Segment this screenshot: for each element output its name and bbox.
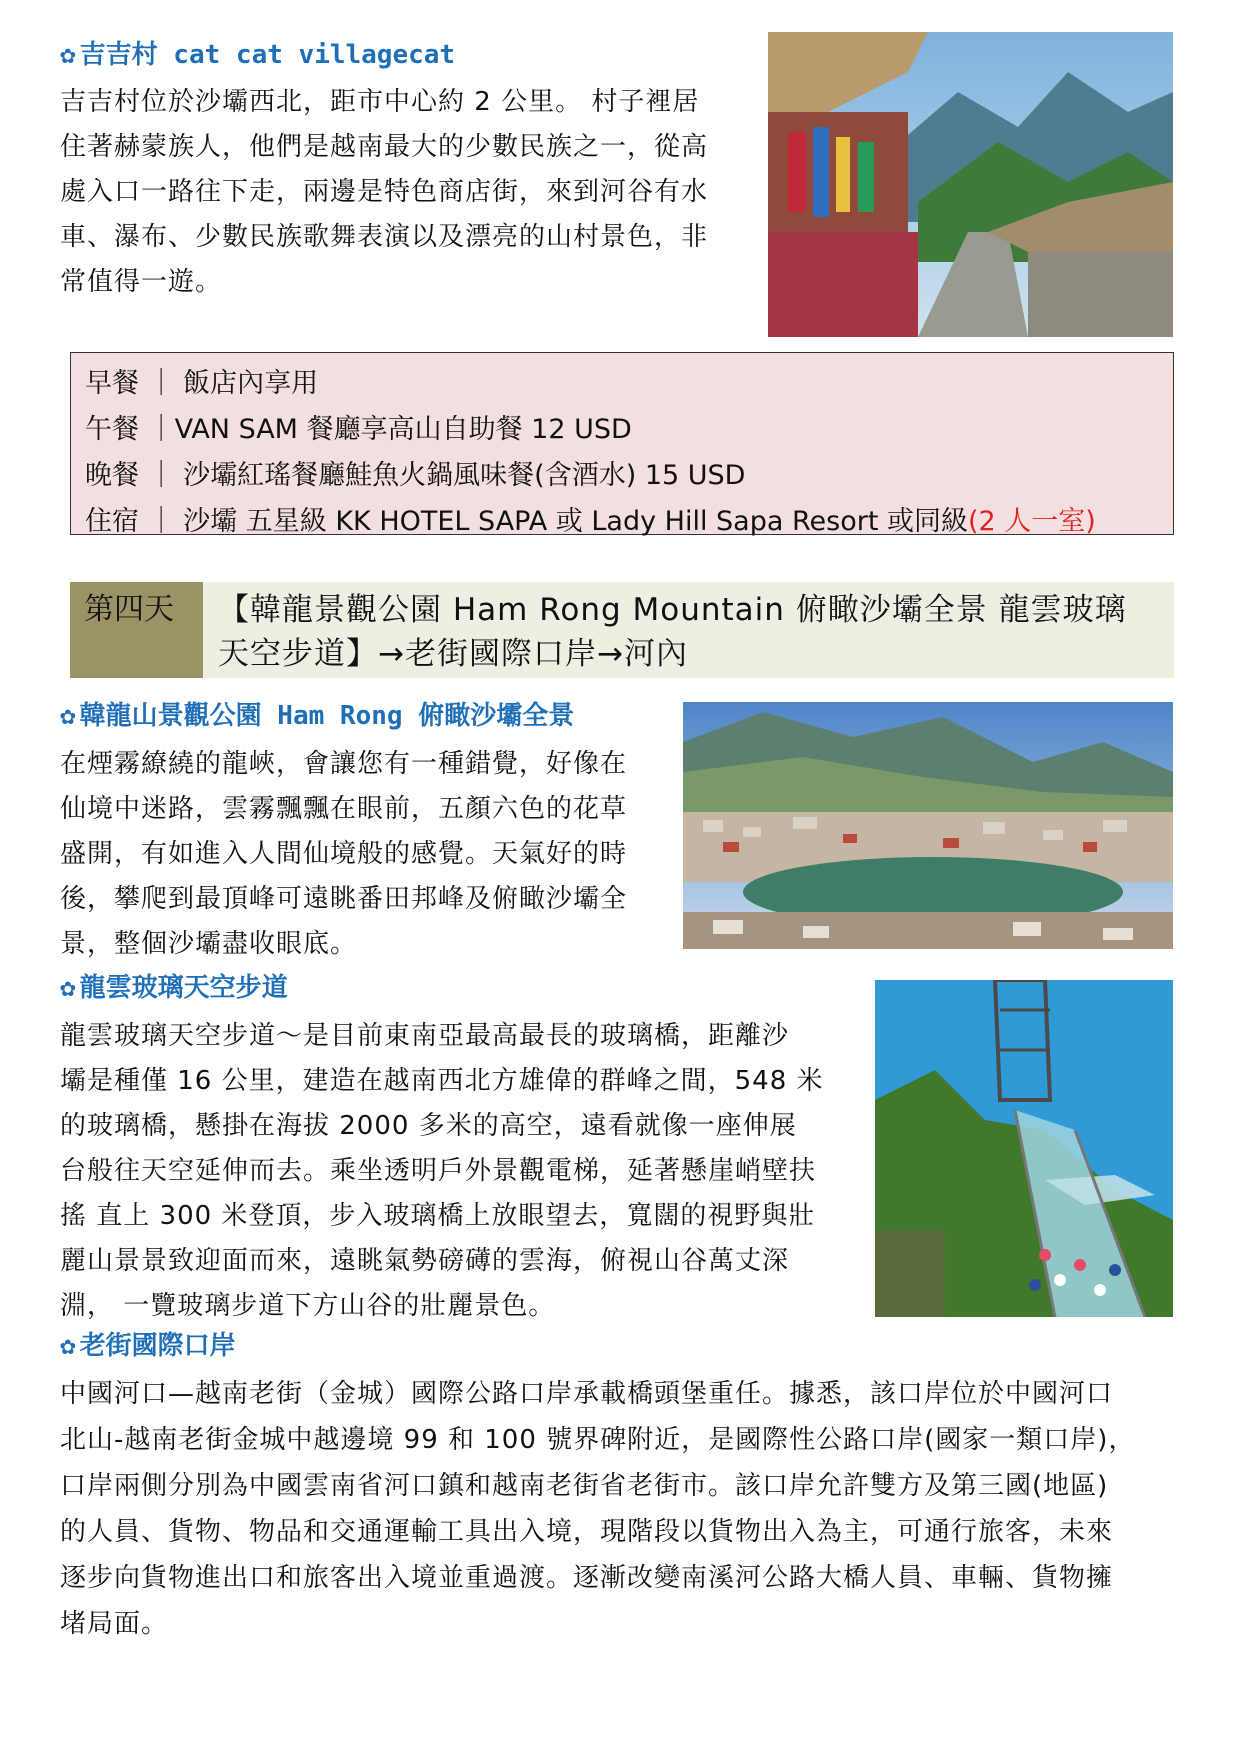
meal-info-box bbox=[70, 352, 1174, 535]
meal-breakfast: 早餐 ｜ 飯店內享用 bbox=[85, 368, 319, 399]
heading-text: 老街國際口岸 bbox=[79, 1331, 236, 1361]
heading-text: 吉吉村 cat cat villagecat bbox=[79, 40, 456, 70]
paragraph-skywalk bbox=[60, 1014, 855, 1329]
section-heading-hamrong bbox=[60, 699, 574, 733]
room-note: (2 人一室) bbox=[968, 506, 1096, 537]
text-line: 盛開，有如進入人間仙境般的感覺。天氣好的時 bbox=[60, 839, 628, 869]
text-line: 口岸兩側分別為中國雲南省河口鎮和越南老街省老街市。該口岸允許雙方及第三國(地區) bbox=[60, 1471, 1109, 1501]
paragraph-catcat bbox=[60, 80, 740, 305]
day-title-line: 【韓龍景觀公園 Ham Rong Mountain 俯瞰沙壩全景 龍雲玻璃 bbox=[218, 592, 1127, 628]
glass-skywalk-photo bbox=[875, 980, 1173, 1317]
text-line: 壩是種僅 16 公里，建造在越南西北方雄偉的群峰之間，548 米 bbox=[60, 1066, 824, 1096]
text-line: 後，攀爬到最頂峰可遠眺番田邦峰及俯瞰沙壩全 bbox=[60, 884, 628, 914]
text-line: 北山-越南老街金城中越邊境 99 和 100 號界碑附近，是國際性公路口岸(國家一類口岸)， bbox=[60, 1425, 1136, 1455]
text-line: 的人員、貨物、物品和交通運輸工具出入境，現階段以貨物出入為主，可通行旅客，未來 bbox=[60, 1517, 1114, 1547]
text-line: 仙境中迷路，雲霧飄飄在眼前，五顏六色的花草 bbox=[60, 794, 628, 824]
flower-icon: ✿ bbox=[60, 1331, 76, 1361]
text-line: 龍雲玻璃天空步道～是目前東南亞最高最長的玻璃橋，距離沙 bbox=[60, 1021, 790, 1051]
text-line: 常值得一遊。 bbox=[60, 267, 223, 297]
flower-icon: ✿ bbox=[60, 701, 76, 731]
text-line: 處入口一路往下走，兩邊是特色商店街，來到河谷有水 bbox=[60, 177, 709, 207]
text-line: 堵局面。 bbox=[60, 1609, 169, 1639]
meal-hotel bbox=[85, 499, 1173, 545]
day-tag: 第四天 bbox=[70, 582, 203, 678]
text-line: 的玻璃橋，懸掛在海拔 2000 多米的高空，遠看就像一座伸展 bbox=[60, 1111, 797, 1141]
flower-icon: ✿ bbox=[60, 973, 76, 1003]
text-line: 吉吉村位於沙壩西北，距市中心約 2 公里。 村子裡居 bbox=[60, 87, 700, 117]
text-line: 逐步向貨物進出口和旅客出入境並重過渡。逐漸改變南溪河公路大橋人員、車輛、貨物擁 bbox=[60, 1563, 1114, 1593]
meal-dinner: 晚餐 ｜ 沙壩紅瑤餐廳鮭魚火鍋風味餐(含酒水) 15 USD bbox=[85, 460, 746, 491]
section-heading-catcat bbox=[60, 38, 455, 72]
heading-text: 龍雲玻璃天空步道 bbox=[79, 973, 288, 1003]
day-header-bar bbox=[70, 582, 1174, 678]
catcat-village-photo bbox=[768, 32, 1173, 337]
text-line: 景，整個沙壩盡收眼底。 bbox=[60, 929, 358, 959]
heading-text: 韓龍山景觀公園 Ham Rong 俯瞰沙壩全景 bbox=[79, 701, 575, 731]
text-line: 中國河口—越南老街（金城）國際公路口岸承載橋頭堡重任。據悉，該口岸位於中國河口 bbox=[60, 1379, 1114, 1409]
text-line: 台般往天空延伸而去。乘坐透明戶外景觀電梯，延著懸崖峭壁扶 bbox=[60, 1156, 817, 1186]
paragraph-hamrong bbox=[60, 742, 670, 967]
section-heading-border bbox=[60, 1329, 236, 1363]
day-title-line: 天空步道】→老街國際口岸→河內 bbox=[218, 636, 688, 672]
flower-icon: ✿ bbox=[60, 40, 76, 70]
text-line: 在煙霧繚繞的龍峽，會讓您有一種錯覺，好像在 bbox=[60, 749, 628, 779]
meal-lunch: 午餐 ｜VAN SAM 餐廳享高山自助餐 12 USD bbox=[85, 414, 632, 445]
text-line: 車、瀑布、少數民族歌舞表演以及漂亮的山村景色，非 bbox=[60, 222, 709, 252]
text-line: 住著赫蒙族人，他們是越南最大的少數民族之一，從高 bbox=[60, 132, 709, 162]
text-line: 麗山景景致迎面而來，遠眺氣勢磅礡的雲海，俯視山谷萬丈深 bbox=[60, 1246, 790, 1276]
text-line: 淵， 一覽玻璃步道下方山谷的壯麗景色。 bbox=[60, 1291, 556, 1321]
hamrong-panorama-photo bbox=[683, 702, 1173, 949]
day-title bbox=[218, 588, 1164, 676]
hotel-text: 住宿 ｜ 沙壩 五星級 KK HOTEL SAPA 或 Lady Hill Sapa Resort 或同級 bbox=[85, 506, 968, 537]
section-heading-skywalk bbox=[60, 971, 288, 1005]
text-line: 搖 直上 300 米登頂，步入玻璃橋上放眼望去，寬闊的視野與壯 bbox=[60, 1201, 816, 1231]
paragraph-border bbox=[60, 1371, 1172, 1647]
